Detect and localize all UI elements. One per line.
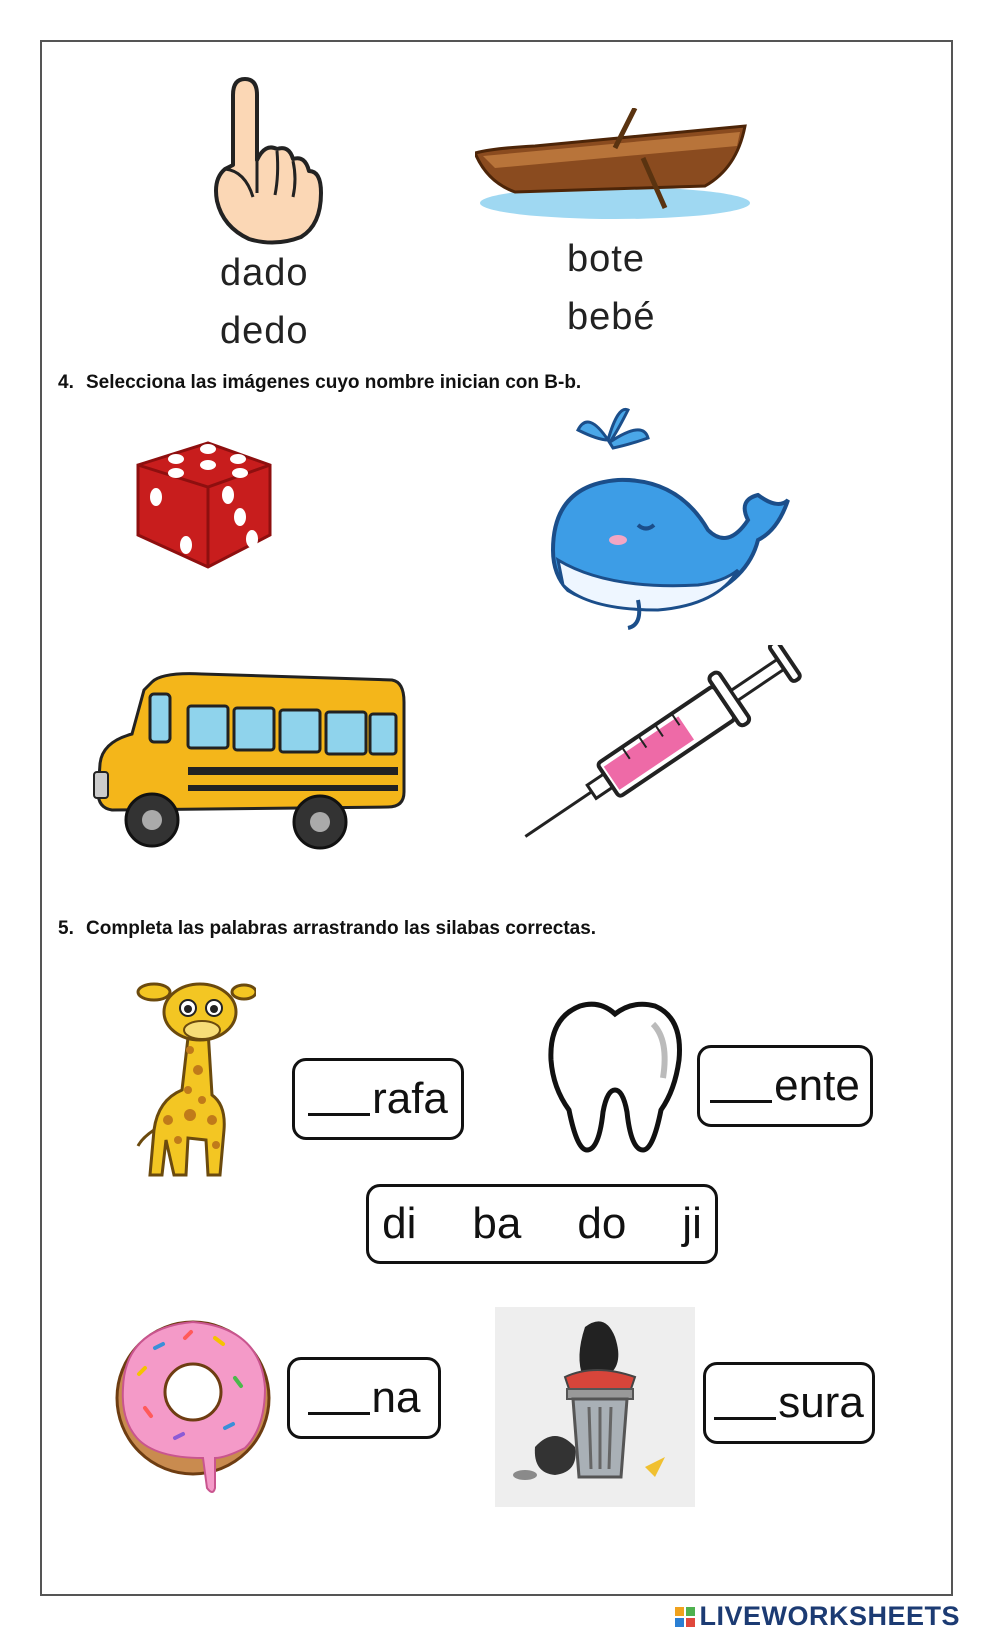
word-dedo: dedo [220,310,309,352]
donut-image [115,1308,273,1498]
boat-image [475,108,765,228]
liveworksheets-icon [675,1607,695,1627]
question-5 [58,918,596,940]
answer-box-jirafa[interactable] [292,1058,464,1140]
word-part-ente: ente [774,1061,860,1110]
word-part-rafa: rafa [372,1074,448,1123]
blank-slot[interactable] [710,1070,772,1103]
bus-image[interactable] [92,672,408,852]
brand-name: LIVEWORKSHEETS [699,1601,960,1631]
liveworksheets-logo [675,1601,960,1632]
word-bote: bote [567,238,645,280]
word-part-sura: sura [778,1378,864,1427]
question-4 [58,372,581,394]
syllable-ba[interactable]: ba [472,1199,522,1248]
dice-image[interactable] [128,435,278,575]
question-4-number: 4. [58,372,74,393]
syllable-do[interactable]: do [577,1199,627,1248]
blank-slot[interactable] [714,1387,776,1420]
whale-image[interactable] [548,400,793,630]
trash-image [495,1307,695,1507]
syllable-bank [366,1184,718,1264]
syringe-image[interactable] [498,645,816,850]
question-5-text: Completa las palabras arrastrando las silabas correctas. [86,918,597,939]
word-dado: dado [220,252,309,294]
giraffe-image [128,970,256,1185]
question-4-text: Selecciona las imágenes cuyo nombre inician con B-b. [86,372,582,393]
word-bebe: bebé [567,296,656,338]
answer-box-basura[interactable] [703,1362,875,1444]
finger-image [205,75,335,250]
tooth-image [545,1000,685,1160]
answer-box-diente[interactable] [697,1045,873,1127]
blank-slot[interactable] [308,1382,370,1415]
syllable-di[interactable]: di [382,1199,417,1248]
question-5-number: 5. [58,918,74,939]
syllable-ji[interactable]: ji [682,1199,702,1248]
word-part-na: na [371,1373,421,1422]
answer-box-dona[interactable] [287,1357,441,1439]
blank-slot[interactable] [308,1083,370,1116]
